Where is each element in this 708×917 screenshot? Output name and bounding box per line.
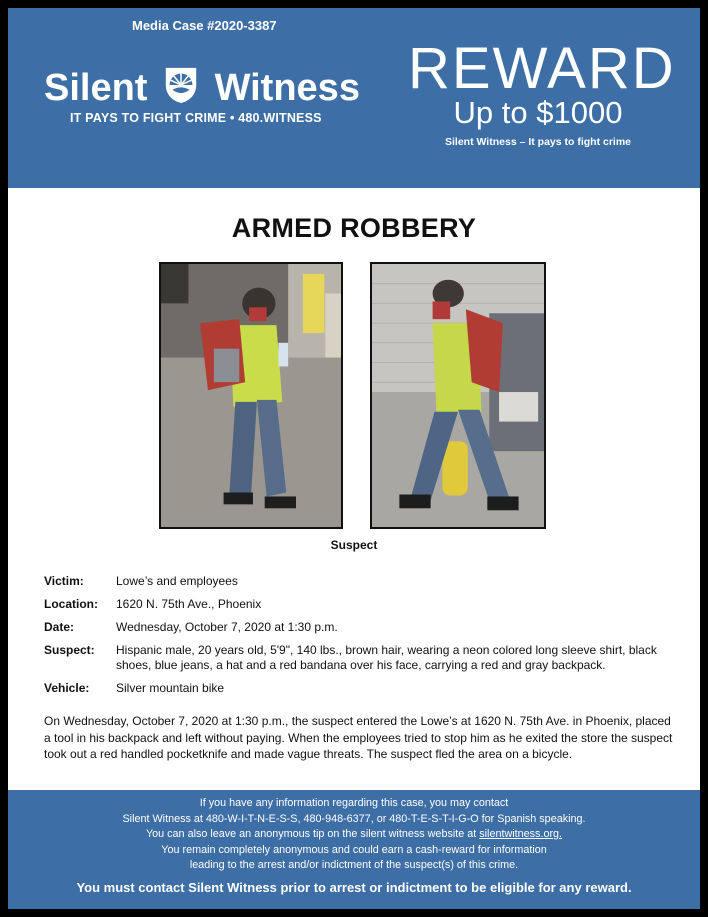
- fact-victim: [44, 574, 684, 589]
- fact-suspect: [44, 643, 684, 673]
- footer-line: [8, 827, 700, 843]
- footer-line-text: You can also leave an anonymous tip on the silent witness website at: [145, 828, 480, 840]
- page-title: ARMED ROBBERY: [231, 213, 477, 243]
- reward-tagline: Silent Witness – It pays to fight crime: [444, 136, 632, 148]
- footer-banner: [8, 790, 700, 909]
- footer-warning: You must contact Silent Witness prior to arrest or indictment to be eligible for any reward.: [76, 879, 632, 895]
- case-facts: [44, 574, 684, 704]
- fact-location: [44, 597, 684, 612]
- photo-caption: Suspect: [330, 538, 378, 552]
- reward-amount: Up to $1000: [453, 95, 623, 130]
- website-link[interactable]: silentwitness.org.: [479, 828, 563, 840]
- brand-logo: [44, 64, 360, 110]
- footer-line: Silent Witness at 480-W-I-T-N-E-S-S, 480-948-6377, or 480-T-E-S-T-I-G-O for Spanish speaking.: [122, 812, 586, 825]
- fact-value: Wednesday, October 7, 2020 at 1:30 p.m.: [116, 620, 338, 634]
- case-narrative: On Wednesday, October 7, 2020 at 1:30 p.m., the suspect entered the Lowe’s at 1620 N. 75th Ave. in Phoenix, placed a tool in his backpack and left without paying. When the employees tried to stop him as he exited the store the suspect took out a red handled pocketknife and made vague threats. The suspect fled the area on a bicycle.: [44, 714, 673, 761]
- flyer: [8, 8, 700, 909]
- case-number: Media Case #2020-3387: [132, 18, 277, 33]
- fact-value: 1620 N. 75th Ave., Phoenix: [116, 597, 262, 611]
- reward-title: REWARD: [408, 36, 676, 101]
- fact-label: Vehicle:: [44, 681, 90, 695]
- brand-name-left: Silent: [44, 67, 148, 109]
- footer-line: You remain completely anonymous and could earn a cash-reward for information: [161, 843, 547, 856]
- suspect-photo-1: [159, 262, 343, 529]
- fact-label: Date:: [44, 620, 75, 634]
- fact-label: Suspect:: [44, 643, 95, 657]
- tagline: IT PAYS TO FIGHT CRIME • 480.WITNESS: [70, 111, 322, 125]
- fact-date: [44, 620, 684, 635]
- fact-label: Victim:: [44, 574, 84, 588]
- sunburst-shield-icon: [162, 64, 200, 104]
- suspect-photo-2: [370, 262, 546, 529]
- footer-line: leading to the arrest and/or indictment of the suspect(s) of this crime.: [189, 859, 519, 871]
- fact-value: Silver mountain bike: [116, 681, 225, 695]
- footer-line: If you have any information regarding this case, you may contact: [199, 797, 509, 809]
- fact-vehicle: [44, 681, 684, 696]
- brand-name-right: Witness: [214, 67, 360, 109]
- fact-value: Hispanic male, 20 years old, 5'9", 140 lbs., brown hair, wearing a neon colored long sleeve shirt, black shoes, blue jeans, a hat and a red bandana over his face, carrying a red and gray backpack.: [116, 643, 657, 672]
- header-banner: [8, 8, 700, 188]
- fact-label: Location:: [44, 597, 98, 611]
- fact-value: Lowe’s and employees: [116, 574, 238, 588]
